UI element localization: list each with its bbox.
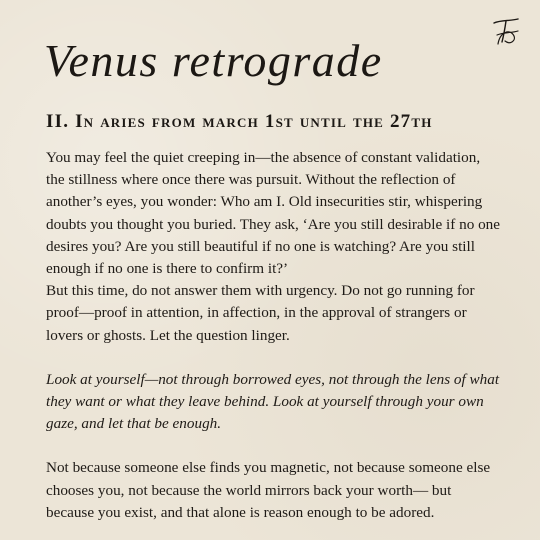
section-subtitle: II. In aries from march 1st until the 27th [46,111,433,132]
paragraph-spacer [46,435,501,457]
paragraph-2: But this time, do not answer them with urgency. Do not go running for proof—proof in attention, in affection, in the approval of strangers or lovers or ghosts. Let the question linger. [46,282,475,344]
paragraph-spacer [46,347,501,369]
paragraph-italic: Look at yourself—not through borrowed eyes, not through the lens of what they want or what they leave behind. Look at yourself through your own gaze, and let that be enough. [46,370,500,433]
paragraph-4: Not because someone else finds you magnetic, not because someone else chooses you, not because the world mirrors back your worth— but because you exist, and that alone is reason enough to be adored. [46,459,491,521]
monogram-logo [488,14,522,48]
body-text [46,147,501,524]
paragraph-1: You may feel the quiet creeping in—the absence of constant validation, the stillness where once there was pursuit. Without the reflection of another’s eyes, you wonder: Who am I. Old insecurities stir, whispering doubts you thought you buried. They ask, ‘Are you still desirable if no one desires you? Are you still beautiful if no one is watching? Are you still enough if no one is there to confirm it?’ [46,149,501,278]
page-title: Venus retrograde [44,35,383,86]
